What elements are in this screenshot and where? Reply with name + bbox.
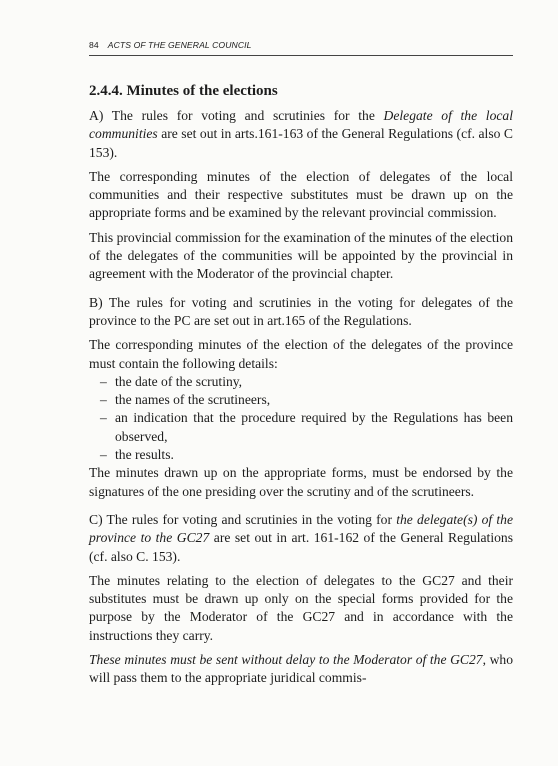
paragraph-c-text-2: are set out in art. 161-162 of the General Regulations (cf. also C. 153).: [89, 530, 513, 564]
dash-bullet: –: [100, 447, 107, 463]
paragraph-c2: The minutes relating to the election of delegates to the GC27 and their substitutes must be drawn up only on the special forms provided for the purpose by the Moderator of the GC27 and in accordance with the instructions they carry.: [89, 572, 513, 643]
details-list: [89, 373, 513, 464]
running-title: ACTS OF THE GENERAL COUNCIL: [107, 40, 252, 50]
running-header: [89, 40, 513, 50]
list-item: [100, 446, 513, 464]
paragraph-b3: The minutes drawn up on the appropriate forms, must be endorsed by the signatures of the one presiding over the scrutiny and of the scrutineers.: [89, 465, 513, 499]
header-rule: [89, 55, 513, 56]
paragraph-c-emphasis: the delegate(s) of the province to the GC27: [89, 511, 513, 546]
paragraph-c3-emphasis: These minutes must be sent without delay to the Moderator of the GC27: [89, 652, 483, 668]
paragraph-a-text-1: A) The rules for voting and scrutinies for the: [89, 108, 384, 123]
paragraph-c3: [89, 651, 513, 688]
paragraph-c3-text: , who will pass them to the appropriate juridical commis-: [89, 652, 513, 686]
list-item-text: the results.: [115, 447, 174, 463]
main-text: [89, 82, 513, 694]
dash-bullet: –: [100, 410, 107, 426]
list-item-text: an indication that the procedure required by the Regulations has been observed,: [115, 410, 513, 444]
list-item-text: the date of the scrutiny,: [115, 373, 243, 389]
page-number: 84: [89, 40, 99, 50]
paragraph-b2: The corresponding minutes of the election of the delegates of the province must contain the following details:: [89, 337, 513, 371]
section-title: 2.4.4. Minutes of the elections: [89, 83, 278, 99]
paragraph-a-text-2: are set out in arts.161-163 of the General Regulations (cf. also C 153).: [89, 126, 513, 160]
dash-bullet: –: [100, 392, 107, 408]
list-item: [100, 391, 513, 409]
paragraph-a3: This provincial commission for the examination of the minutes of the election of the delegates of the communities will be appointed by the provincial in agreement with the Moderator of the provincial chapter.: [89, 229, 513, 282]
list-item-text: the names of the scrutineers,: [115, 392, 271, 408]
list-item: [100, 373, 513, 391]
list-item: [100, 409, 513, 446]
paragraph-a2: The corresponding minutes of the election of delegates of the local communities and their respective substitutes must be drawn up on the appropriate forms and be examined by the relevant provincial commission.: [89, 168, 513, 221]
paragraph-c: [89, 511, 513, 566]
paragraph-c-text-1: C) The rules for voting and scrutinies in the voting for: [89, 511, 397, 527]
dash-bullet: –: [100, 373, 107, 389]
paragraph-a-emphasis: Delegate of the local communities: [89, 108, 513, 142]
paragraph-a: [89, 107, 513, 162]
paragraph-b: B) The rules for voting and scrutinies in the voting for delegates of the province to the PC are set out in art.165 of the Regulations.: [89, 294, 513, 328]
